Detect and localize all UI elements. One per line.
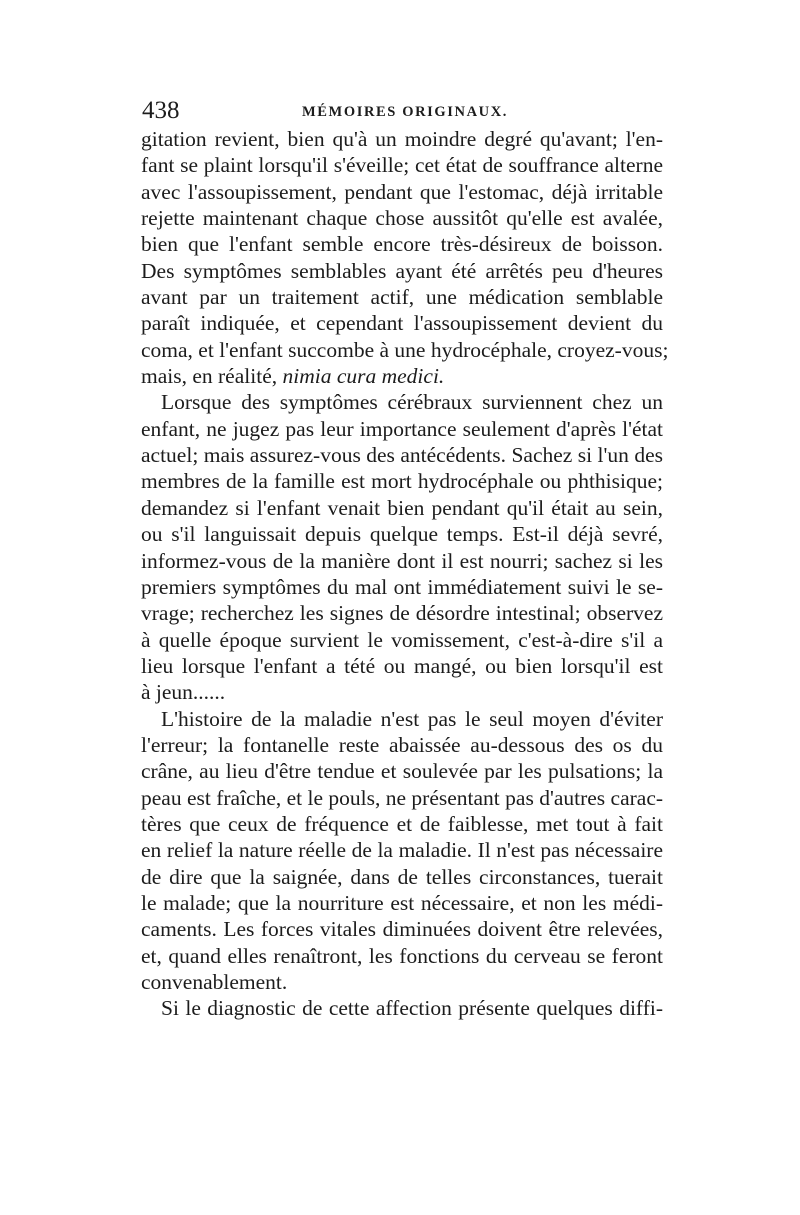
- text-line: de dire que la saignée, dans de telles circonstances, tuerait: [141, 864, 663, 889]
- text-line: et, quand elles renaîtront, les fonctions du cerveau se feront: [141, 943, 663, 968]
- text-line: rejette maintenant chaque chose aussitôt qu'elle est avalée,: [141, 206, 663, 231]
- text-fragment: mais, en réalité,: [141, 364, 278, 389]
- text-line: peau est fraîche, et le pouls, ne présentant pas d'autres carac-: [141, 785, 664, 810]
- paragraph-3: [141, 706, 663, 996]
- paragraph-2: [141, 389, 663, 705]
- text-line: enfant, ne jugez pas leur importance seulement d'après l'état: [141, 416, 663, 441]
- text-line: le malade; que la nourriture est nécessaire, et non les médi-: [141, 890, 663, 915]
- text-line: coma, et l'enfant succombe à une hydrocéphale, croyez-vous;: [141, 337, 669, 362]
- text-line: vrage; recherchez les signes de désordre intestinal; observez: [141, 601, 663, 626]
- paragraph-1: [141, 126, 669, 389]
- paragraph-4: [141, 995, 663, 1021]
- text-line: caments. Les forces vitales diminuées doivent être relevées,: [141, 917, 663, 942]
- text-line: ou s'il languissait depuis quelque temps. Est-il déjà sevré,: [141, 522, 663, 547]
- text-line: Lorsque des symptômes cérébraux surviennent chez un: [161, 390, 663, 415]
- running-title: MÉMOIRES ORIGINAUX.: [302, 104, 509, 120]
- text-line: fant se plaint lorsqu'il s'éveille; cet état de souffrance alterne: [141, 153, 663, 178]
- text-line: avant par un traitement actif, une médication semblable: [141, 285, 663, 310]
- text-line: Des symptômes semblables ayant été arrêtés peu d'heures: [141, 258, 663, 283]
- text-line: L'histoire de la maladie n'est pas le seul moyen d'éviter: [161, 706, 663, 731]
- text-line: tères que ceux de fréquence et de faiblesse, met tout à fait: [141, 811, 663, 836]
- text-line: informez-vous de la manière dont il est nourri; sachez si les: [141, 548, 663, 573]
- text-line: actuel; mais assurez-vous des antécédents. Sachez si l'un des: [141, 443, 663, 468]
- text-line: convenablement.: [141, 970, 288, 994]
- text-line: [141, 363, 663, 389]
- text-line: avec l'assoupissement, pendant que l'estomac, déjà irritable: [141, 179, 663, 204]
- text-line: à jeun......: [141, 680, 226, 705]
- text-line: demandez si l'enfant venait bien pendant qu'il était au sein,: [141, 495, 663, 520]
- text-line: paraît indiquée, et cependant l'assoupissement devient du: [141, 311, 663, 336]
- body-text: [141, 126, 669, 1022]
- text-line: Si le diagnostic de cette affection présente quelques diffi-: [161, 996, 663, 1021]
- latin-phrase: nimia cura medici.: [282, 364, 445, 389]
- text-line: lieu lorsque l'enfant a tété ou mangé, ou bien lorsqu'il est: [141, 653, 663, 678]
- page-header: [142, 96, 662, 126]
- text-line: crâne, au lieu d'être tendue et soulevée par les pulsations; la: [141, 759, 663, 784]
- text-line: membres de la famille est mort hydrocéphale ou phthisique;: [141, 469, 663, 494]
- text-line: bien que l'enfant semble encore très-désireux de boisson.: [141, 232, 663, 257]
- text-line: à quelle époque survient le vomissement, c'est-à-dire s'il a: [141, 627, 663, 652]
- text-line: premiers symptômes du mal ont immédiatement suivi le se-: [141, 574, 663, 599]
- text-line: gitation revient, bien qu'à un moindre degré qu'avant; l'en-: [141, 127, 663, 151]
- text-line: l'erreur; la fontanelle reste abaissée au-dessous des os du: [141, 732, 663, 757]
- page-number: 438: [142, 97, 180, 124]
- text-line: en relief la nature réelle de la maladie. Il n'est pas nécessaire: [141, 838, 663, 863]
